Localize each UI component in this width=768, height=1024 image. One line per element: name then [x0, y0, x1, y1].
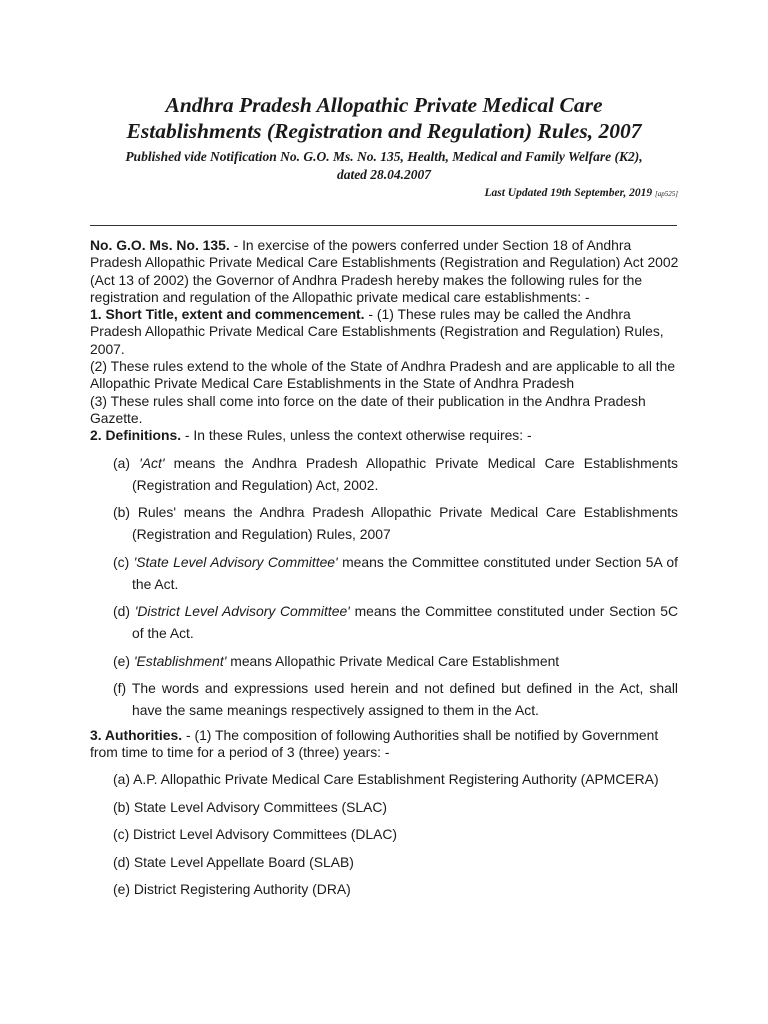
- list-item: (d) 'District Level Advisory Committee' means the Committee constituted under Section 5C of the Act.: [113, 603, 678, 642]
- section-1-text: - (1) These rules may be called the Andhra Pradesh Allopathic Private Medical Care Establishments (Registration and Regulation) Rules, 2007.: [90, 306, 664, 357]
- list-item: (b) State Level Advisory Committees (SLAC): [113, 798, 388, 815]
- reference-code: [ap525]: [655, 190, 678, 198]
- list-item: (c) District Level Advisory Committees (DLAC): [113, 826, 398, 843]
- section-1: [90, 306, 682, 358]
- list-item: (a) A.P. Allopathic Private Medical Care Establishment Registering Authority (APMCERA): [113, 771, 659, 788]
- document-body: [90, 237, 682, 906]
- publication-note-line-2: dated 28.04.2007: [336, 167, 432, 182]
- section-3-text: - (1) The composition of following Authorities shall be notified by Government from time to time for a period of 3 (three) years: -: [90, 726, 659, 760]
- list-item: (a) 'Act' means the Andhra Pradesh Allopathic Private Medical Care Establishments (Registration and Regulation) Act, 2002.: [113, 454, 679, 493]
- section-2-heading: 2. Definitions.: [90, 427, 182, 444]
- definitions-list: [90, 452, 682, 722]
- section-3: [90, 727, 682, 762]
- defined-term: 'Establishment': [133, 652, 227, 669]
- list-item: (f) The words and expressions used herein and not defined but defined in the Act, shall have the same meanings respectively assigned to them in the Act.: [113, 680, 678, 719]
- publication-note: [60, 148, 708, 184]
- list-item: (b) Rules' means the Andhra Pradesh Allopathic Private Medical Care Establishments (Registration and Regulation) Rules, 2007: [113, 504, 678, 543]
- list-item: (c) 'State Level Advisory Committee' means the Committee constituted under Section 5A of the Act.: [113, 553, 678, 592]
- header-divider: [90, 225, 677, 226]
- preamble: [90, 237, 682, 306]
- section-3-heading: 3. Authorities.: [90, 726, 183, 743]
- authorities-list: [90, 768, 682, 900]
- section-1-para-2: (2) These rules extend to the whole of the State of Andhra Pradesh and are applicable to all the Allopathic Private Medical Care Establishments in the State of Andhra Pradesh: [90, 358, 676, 392]
- list-item: (e) 'Establishment' means Allopathic Private Medical Care Establishment: [113, 652, 560, 669]
- list-item: (d) State Level Appellate Board (SLAB): [113, 853, 354, 870]
- last-updated: [484, 187, 678, 199]
- section-2-text: - In these Rules, unless the context otherwise requires: -: [181, 427, 532, 444]
- preamble-text: - In exercise of the powers conferred under Section 18 of Andhra Pradesh Allopathic Private Medical Care Establishments (Registration and Regulation) Act 2002 (Act 13 of 2002) the Governor of Andhra Pradesh hereby makes the following rules for the registration and regulation of the Allopathic private medical care establishments: -: [90, 237, 679, 305]
- list-item: (e) District Registering Authority (DRA): [113, 881, 351, 898]
- section-1-heading: 1. Short Title, extent and commencement.: [90, 306, 365, 323]
- defined-term: 'State Level Advisory Committee': [133, 553, 338, 570]
- defined-term: 'Act': [139, 454, 165, 471]
- defined-term: 'District Level Advisory Committee': [134, 603, 350, 620]
- title-line-2: Establishments (Registration and Regulation) Rules, 2007: [126, 119, 642, 143]
- publication-note-line-1: Published vide Notification No. G.O. Ms. No. 135, Health, Medical and Family Welfare (K2),: [125, 149, 643, 164]
- document-title: [60, 92, 708, 144]
- section-1-para-3: (3) These rules shall come into force on the date of their publication in the Andhra Pradesh Gazette.: [90, 392, 646, 426]
- preamble-label: No. G.O. Ms. No. 135.: [90, 237, 230, 253]
- last-updated-text: Last Updated 19th September, 2019: [484, 187, 653, 199]
- section-2: [90, 427, 682, 444]
- title-line-1: Andhra Pradesh Allopathic Private Medical Care: [165, 93, 603, 117]
